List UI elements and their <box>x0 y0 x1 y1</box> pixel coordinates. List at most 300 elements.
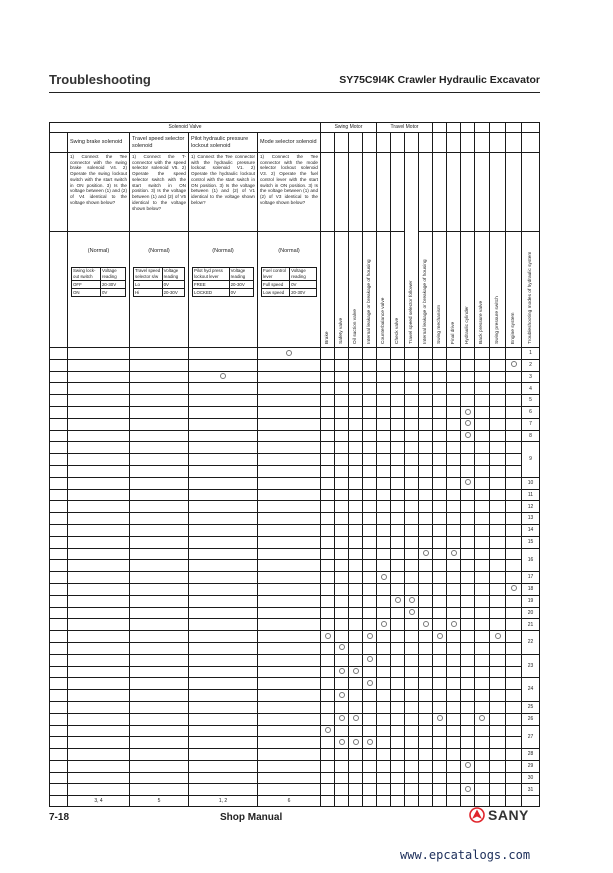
component-cell <box>490 383 506 395</box>
component-cell <box>419 430 433 442</box>
solenoid-cell <box>130 418 189 430</box>
solenoid-cell <box>258 784 321 796</box>
component-cell <box>433 701 447 713</box>
component-cell <box>433 406 447 418</box>
component-cell <box>335 749 349 761</box>
component-cell <box>405 654 419 666</box>
blank-cell <box>50 454 68 466</box>
component-cell <box>349 524 363 536</box>
table-row <box>50 595 540 607</box>
component-cell <box>419 477 433 489</box>
solenoid-cell <box>258 406 321 418</box>
spec-cell: 0V <box>229 288 253 296</box>
component-cell <box>335 513 349 525</box>
spec-cell: 20-30V <box>100 280 125 288</box>
solenoid-cell <box>189 454 258 466</box>
component-cell <box>475 465 490 477</box>
solenoid-cell <box>258 395 321 407</box>
solenoid-cell <box>68 383 130 395</box>
component-cell <box>461 513 475 525</box>
component-cell <box>433 595 447 607</box>
component-cell <box>363 772 377 784</box>
component-cell <box>433 713 447 725</box>
component-cell <box>321 548 335 560</box>
component-cell <box>321 371 335 383</box>
component-header: Engine system <box>506 232 522 348</box>
component-cell <box>321 642 335 654</box>
component-cell <box>419 654 433 666</box>
component-cell <box>490 619 506 631</box>
component-cell <box>377 572 391 584</box>
component-cell <box>321 406 335 418</box>
component-cell <box>391 749 405 761</box>
component-cell <box>506 442 522 454</box>
component-cell <box>391 501 405 513</box>
component-cell <box>335 465 349 477</box>
component-cell <box>461 760 475 772</box>
blank-cell <box>50 607 68 619</box>
table-row <box>50 642 540 654</box>
component-cell <box>506 701 522 713</box>
component-cell <box>363 631 377 643</box>
normal-spec: (Normal) Pilot hyd press lockout lever Voltage reading FREE 20-30V LOCKED 0V <box>189 232 258 348</box>
component-cell <box>349 501 363 513</box>
component-cell <box>490 536 506 548</box>
spec-header-cell: Travel speed selector s/w <box>135 268 161 279</box>
component-cell <box>475 348 490 360</box>
component-cell <box>391 454 405 466</box>
blank-cell <box>50 690 68 702</box>
solenoid-cell <box>68 749 130 761</box>
component-cell <box>321 348 335 360</box>
component-cell <box>506 654 522 666</box>
component-cell <box>475 631 490 643</box>
table-row <box>50 536 540 548</box>
solenoid-cell <box>258 536 321 548</box>
component-cell <box>349 784 363 796</box>
circle-mark-icon <box>220 373 226 379</box>
component-cell <box>506 477 522 489</box>
solenoid-cell <box>258 477 321 489</box>
solenoid-cell <box>130 690 189 702</box>
component-cell <box>447 572 461 584</box>
component-cell <box>490 560 506 572</box>
component-cell <box>363 524 377 536</box>
component-cell <box>321 737 335 749</box>
component-cell <box>447 430 461 442</box>
component-cell <box>447 642 461 654</box>
component-cell <box>447 607 461 619</box>
component-cell <box>363 348 377 360</box>
component-cell <box>349 713 363 725</box>
solenoid-cell <box>189 583 258 595</box>
component-cell <box>321 524 335 536</box>
solenoid-cell <box>130 442 189 454</box>
component-cell <box>377 607 391 619</box>
component-cell <box>335 548 349 560</box>
component-cell <box>321 395 335 407</box>
blank-cell <box>50 583 68 595</box>
component-cell <box>363 607 377 619</box>
component-cell <box>490 465 506 477</box>
circle-mark-icon <box>339 715 345 721</box>
component-cell <box>433 666 447 678</box>
component-cell <box>475 619 490 631</box>
circle-mark-icon <box>511 361 517 367</box>
component-header: Brake <box>321 232 335 348</box>
blank-cell <box>50 654 68 666</box>
component-cell <box>405 784 419 796</box>
blank-cell <box>50 465 68 477</box>
component-cell <box>349 548 363 560</box>
component-cell <box>506 536 522 548</box>
blank-cell <box>50 560 68 572</box>
component-cell <box>335 536 349 548</box>
section-title: Troubleshooting <box>49 72 151 87</box>
component-header: Counterbalance valve <box>377 232 391 348</box>
component-cell <box>475 701 490 713</box>
solenoid-cell <box>130 560 189 572</box>
component-cell <box>349 465 363 477</box>
component-cell <box>349 607 363 619</box>
component-cell <box>447 465 461 477</box>
component-cell <box>363 465 377 477</box>
blank-cell <box>50 501 68 513</box>
component-cell <box>349 654 363 666</box>
blank-cell <box>50 595 68 607</box>
solenoid-cell <box>130 737 189 749</box>
component-cell <box>506 418 522 430</box>
group-travel-motor: Travel Motor <box>377 123 433 133</box>
solenoid-cell <box>130 784 189 796</box>
component-cell <box>349 406 363 418</box>
component-cell <box>461 489 475 501</box>
solenoid-name: Swing brake solenoid <box>68 133 130 153</box>
solenoid-cell <box>258 666 321 678</box>
mode-number: 22 <box>522 631 540 655</box>
component-cell <box>377 513 391 525</box>
circle-mark-icon <box>367 739 373 745</box>
component-cell <box>419 678 433 690</box>
solenoid-cell <box>189 395 258 407</box>
component-cell <box>349 772 363 784</box>
component-header: Swing pressure switch <box>490 232 506 348</box>
circle-mark-icon <box>353 715 359 721</box>
component-cell <box>405 442 419 454</box>
component-cell <box>419 418 433 430</box>
component-cell <box>363 666 377 678</box>
component-cell <box>335 383 349 395</box>
page-number: 7-18 <box>49 812 70 823</box>
normal-spec: (Normal) Travel speed selector s/w Voltage reading Lo 0V Hi 20-30V <box>130 232 189 348</box>
solenoid-cell <box>68 713 130 725</box>
header-divider <box>49 92 540 93</box>
table-row <box>50 666 540 678</box>
component-cell <box>335 418 349 430</box>
mode-number: 30 <box>522 772 540 784</box>
solenoid-cell <box>130 371 189 383</box>
component-cell <box>335 359 349 371</box>
blank-cell <box>50 784 68 796</box>
spec-cell: OFF <box>72 280 101 288</box>
component-cell <box>433 619 447 631</box>
circle-mark-icon <box>409 597 415 603</box>
component-cell <box>363 489 377 501</box>
component-cell <box>405 454 419 466</box>
component-cell <box>321 619 335 631</box>
component-header: Swing mechanism <box>433 232 447 348</box>
component-cell <box>391 406 405 418</box>
solenoid-cell <box>68 501 130 513</box>
component-cell <box>321 477 335 489</box>
component-cell <box>461 418 475 430</box>
component-cell <box>461 536 475 548</box>
solenoid-cell <box>68 406 130 418</box>
component-cell <box>405 395 419 407</box>
component-cell <box>405 513 419 525</box>
component-cell <box>506 348 522 360</box>
component-cell <box>447 583 461 595</box>
component-cell <box>506 489 522 501</box>
component-cell <box>335 654 349 666</box>
component-cell <box>506 560 522 572</box>
component-cell <box>433 383 447 395</box>
component-cell <box>335 395 349 407</box>
component-cell <box>490 442 506 454</box>
component-cell <box>335 560 349 572</box>
component-cell <box>377 560 391 572</box>
component-cell <box>490 513 506 525</box>
procedure-text: 1) Connect the Tee connector with the mode selector lockout solenoid V3. 2) Operate the fuel control lever with the start switch in ON position. 3) Is the voltage between (1) and (2) of V3 identical to the voltage shown below? <box>258 153 321 232</box>
component-cell <box>475 406 490 418</box>
solenoid-cell <box>189 713 258 725</box>
component-cell <box>433 513 447 525</box>
component-cell <box>377 465 391 477</box>
component-cell <box>391 477 405 489</box>
component-cell <box>321 418 335 430</box>
blank-cell <box>50 619 68 631</box>
solenoid-cell <box>189 383 258 395</box>
component-cell <box>419 725 433 737</box>
component-cell <box>461 607 475 619</box>
solenoid-cell <box>68 619 130 631</box>
blank-cell <box>50 737 68 749</box>
component-cell <box>447 489 461 501</box>
component-cell <box>490 524 506 536</box>
component-cell <box>321 560 335 572</box>
component-cell <box>419 524 433 536</box>
component-cell <box>461 560 475 572</box>
normal-spec: (Normal) Swing lock-out switch Voltage reading OFF 20-30V ON 0V <box>68 232 130 348</box>
component-cell <box>405 359 419 371</box>
mode-number: 31 <box>522 784 540 796</box>
component-cell <box>461 583 475 595</box>
solenoid-cell <box>189 760 258 772</box>
solenoid-cell <box>258 454 321 466</box>
solenoid-cell <box>258 442 321 454</box>
blank-cell <box>50 642 68 654</box>
component-cell <box>405 477 419 489</box>
solenoid-cell <box>68 607 130 619</box>
component-cell <box>405 690 419 702</box>
solenoid-cell <box>130 430 189 442</box>
component-cell <box>433 430 447 442</box>
component-cell <box>490 690 506 702</box>
table-row <box>50 501 540 513</box>
solenoid-cell <box>189 595 258 607</box>
component-cell <box>391 619 405 631</box>
component-cell <box>447 631 461 643</box>
component-cell <box>461 442 475 454</box>
component-cell <box>461 430 475 442</box>
component-cell <box>391 666 405 678</box>
solenoid-cell <box>189 607 258 619</box>
component-cell <box>405 713 419 725</box>
solenoid-cell <box>130 572 189 584</box>
solenoid-cell <box>68 536 130 548</box>
component-cell <box>433 572 447 584</box>
spec-cell: Full speed <box>262 280 290 288</box>
component-cell <box>447 548 461 560</box>
component-cell <box>490 501 506 513</box>
solenoid-cell <box>189 690 258 702</box>
component-cell <box>335 784 349 796</box>
solenoid-cell <box>68 631 130 643</box>
component-cell <box>405 524 419 536</box>
brand-name: SANY <box>488 807 529 823</box>
table-row <box>50 701 540 713</box>
component-cell <box>391 784 405 796</box>
component-cell <box>349 359 363 371</box>
solenoid-cell <box>130 619 189 631</box>
component-cell <box>447 383 461 395</box>
component-cell <box>349 760 363 772</box>
solenoid-name: Mode selector solenoid <box>258 133 321 153</box>
circle-mark-icon <box>395 597 401 603</box>
component-cell <box>490 395 506 407</box>
component-cell <box>377 749 391 761</box>
model-title: SY75C9I4K Crawler Hydraulic Excavator <box>339 74 540 86</box>
component-cell <box>419 406 433 418</box>
solenoid-cell <box>189 430 258 442</box>
component-cell <box>506 454 522 466</box>
component-cell <box>475 654 490 666</box>
component-cell <box>349 489 363 501</box>
component-cell <box>335 690 349 702</box>
component-cell <box>475 524 490 536</box>
component-cell <box>377 395 391 407</box>
solenoid-cell <box>189 654 258 666</box>
component-header: Internal leakage or breakage of housing <box>419 232 433 348</box>
component-cell <box>405 595 419 607</box>
component-cell <box>475 383 490 395</box>
component-cell <box>433 737 447 749</box>
component-cell <box>377 454 391 466</box>
blank-cell <box>50 348 68 360</box>
component-cell <box>321 749 335 761</box>
component-cell <box>419 548 433 560</box>
group-swing-motor: Swing Motor <box>321 123 377 133</box>
component-cell <box>363 383 377 395</box>
component-cell <box>490 725 506 737</box>
solenoid-cell <box>258 607 321 619</box>
component-cell <box>490 666 506 678</box>
component-cell <box>461 501 475 513</box>
component-cell <box>433 784 447 796</box>
table-row <box>50 784 540 796</box>
component-cell <box>433 442 447 454</box>
solenoid-cell <box>258 465 321 477</box>
component-cell <box>391 737 405 749</box>
component-cell <box>391 359 405 371</box>
spec-cell: LOCKED <box>193 288 230 296</box>
component-cell <box>447 690 461 702</box>
solenoid-code: 3, 4 <box>68 796 130 807</box>
component-cell <box>447 678 461 690</box>
component-cell <box>433 359 447 371</box>
component-cell <box>377 583 391 595</box>
solenoid-cell <box>130 583 189 595</box>
component-cell <box>405 501 419 513</box>
mode-number: 3 <box>522 371 540 383</box>
component-cell <box>447 772 461 784</box>
solenoid-cell <box>130 383 189 395</box>
component-cell <box>461 654 475 666</box>
solenoid-cell <box>68 583 130 595</box>
circle-mark-icon <box>325 633 331 639</box>
solenoid-cell <box>130 725 189 737</box>
mode-number: 24 <box>522 678 540 702</box>
component-cell <box>391 348 405 360</box>
component-cell <box>405 371 419 383</box>
solenoid-cell <box>189 548 258 560</box>
solenoid-cell <box>68 465 130 477</box>
component-cell <box>506 406 522 418</box>
blank-cell <box>50 395 68 407</box>
spec-header-cell: Voltage reading <box>100 267 125 280</box>
component-cell <box>475 725 490 737</box>
circle-mark-icon <box>353 668 359 674</box>
component-cell <box>461 359 475 371</box>
component-cell <box>349 583 363 595</box>
component-cell <box>475 583 490 595</box>
solenoid-cell <box>258 678 321 690</box>
component-cell <box>461 524 475 536</box>
component-cell <box>363 654 377 666</box>
component-cell <box>391 642 405 654</box>
circle-mark-icon <box>423 550 429 556</box>
spec-header-cell: Pilot hyd press lockout lever <box>193 267 230 280</box>
component-cell <box>490 607 506 619</box>
solenoid-cell <box>130 536 189 548</box>
blank-cell <box>50 760 68 772</box>
solenoid-cell <box>130 477 189 489</box>
component-cell <box>391 442 405 454</box>
component-cell <box>447 666 461 678</box>
component-cell <box>405 772 419 784</box>
component-cell <box>490 760 506 772</box>
solenoid-cell <box>68 489 130 501</box>
component-cell <box>475 477 490 489</box>
component-cell <box>506 359 522 371</box>
watermark-url[interactable]: www.epcatalogs.com <box>400 848 531 862</box>
circle-mark-icon <box>465 479 471 485</box>
component-cell <box>419 607 433 619</box>
component-cell <box>321 501 335 513</box>
component-cell <box>506 524 522 536</box>
circle-mark-icon <box>495 633 501 639</box>
component-cell <box>490 430 506 442</box>
